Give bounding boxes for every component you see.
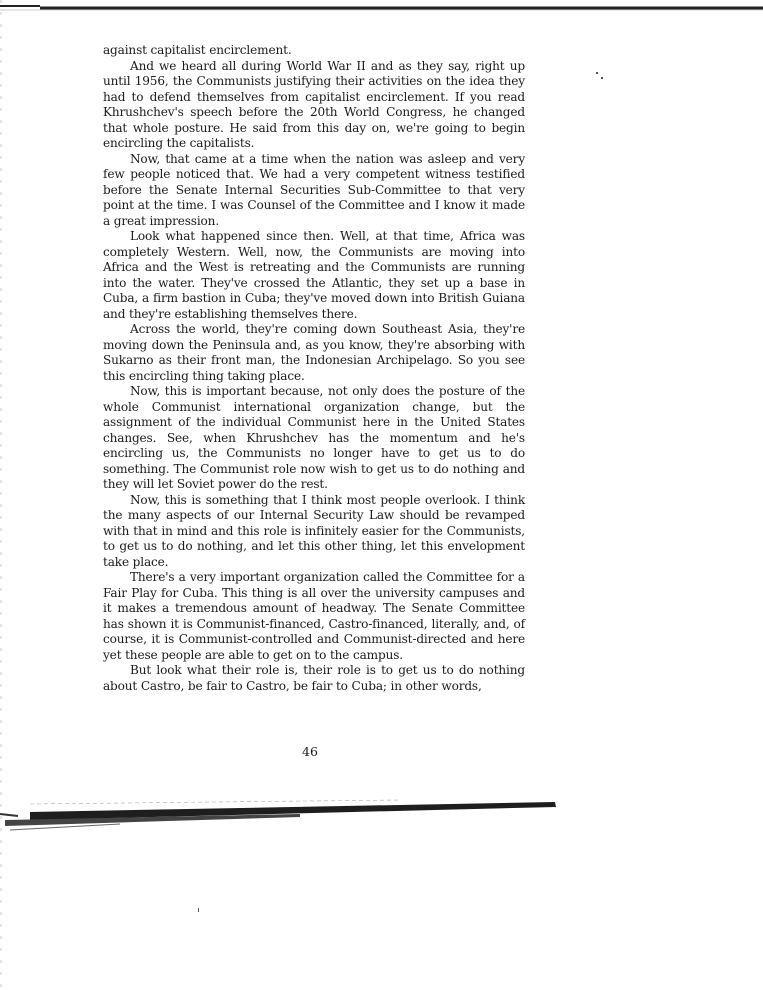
scan-top-border: [0, 2, 763, 12]
scan-speck: [601, 77, 603, 79]
paragraph: against capitalist encirclement.: [103, 43, 292, 57]
scan-speck: [596, 72, 598, 74]
paragraph: Across the world, they're coming down Southeast Asia, they're moving down the Peninsula and, as you know, they're absorbing with Sukarno as their front man, the Indonesian Archipelago. So you see this encircling thing taking place.: [103, 322, 525, 383]
scan-speck: [198, 908, 199, 912]
scan-left-edge: [0, 0, 3, 990]
paragraph: Now, this is important because, not only does the posture of the whole Communist international organization change, but the assignment of the individual Communist here in the United States changes. See, when Khrushchev has the momentum and he's encircling us, the Communists no longer have to get us to do something. The Communist role now wish to get us to do nothing and they will let Soviet power do the rest.: [103, 384, 525, 491]
scan-bottom-streak: [0, 790, 763, 840]
page-number: 46: [302, 744, 318, 759]
paragraph: Now, that came at a time when the nation was asleep and very few people noticed that. We had a very competent witness testified before the Senate Internal Securities Sub-Committee to that very point at the time. I was Counsel of the Committee and I know it made a great impression.: [103, 151, 525, 228]
paragraph: But look what their role is, their role is to get us to do nothing about Castro, be fair to Castro, be fair to Cuba; in other words,: [103, 663, 525, 693]
paragraph: There's a very important organization called the Committee for a Fair Play for Cuba. This thing is all over the university campuses and it makes a tremendous amount of headway. The Senate Committee has shown it is Communist-financed, Castro-financed, literally, and, of course, it is Communist-controlled and Communist-directed and here yet these people are able to get on to the campus.: [103, 570, 525, 662]
paragraph: Look what happened since then. Well, at that time, Africa was completely Western. Well, now, the Communists are moving into Africa and the West is retreating and the Communists are running into the water. They've crossed the Atlantic, they set up a base in Cuba, a firm bastion in Cuba; they've moved down into British Guiana and they're establishing themselves there.: [103, 229, 525, 321]
page-body-text: [103, 43, 525, 694]
paragraph: Now, this is something that I think most people overlook. I think the many aspects of our Internal Security Law should be revamped with that in mind and this role is infinitely easier for the Communists, to get us to do nothing, and let this other thing, let this envelopment take place.: [103, 492, 525, 569]
paragraph: And we heard all during World War II and as they say, right up until 1956, the Communists justifying their activities on the idea they had to defend themselves from capitalist encirclement. If you read Khrushchev's speech before the 20th World Congress, he changed that whole posture. He said from this day on, we're going to begin encircling the capitalists.: [103, 58, 525, 150]
